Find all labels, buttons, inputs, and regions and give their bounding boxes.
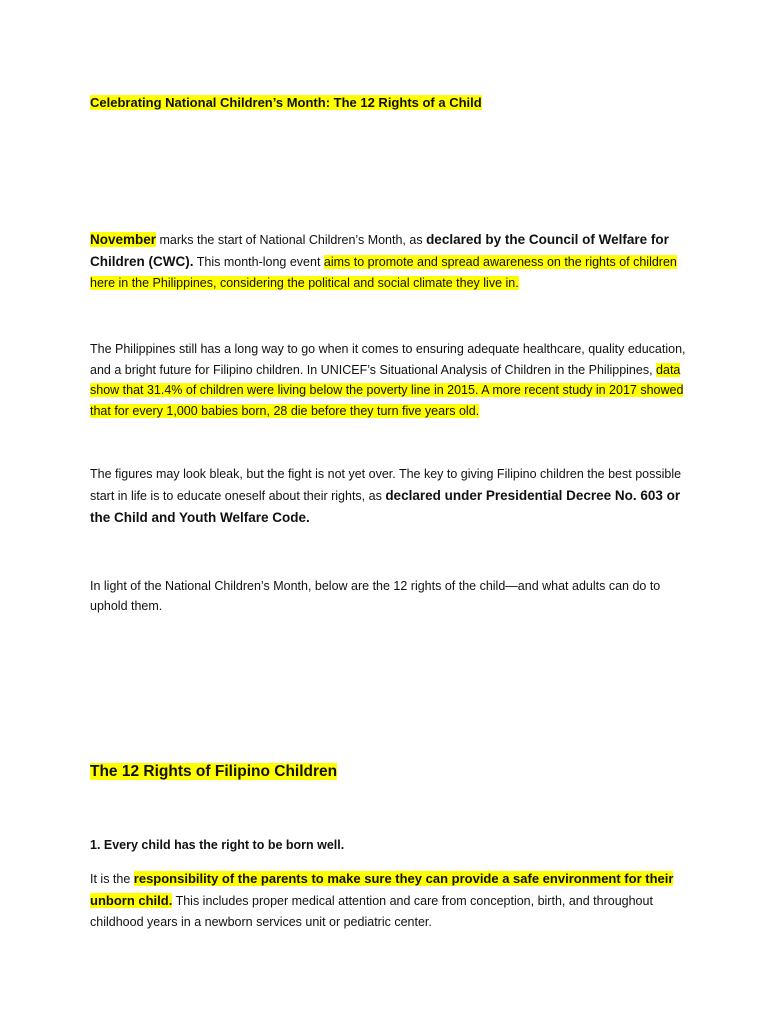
- document-title: [90, 94, 690, 112]
- section-heading-highlight: The 12 Rights of Filipino Children: [90, 763, 338, 780]
- paragraph-november: [90, 229, 690, 294]
- november-highlight: November: [90, 232, 157, 247]
- decree-bold-text: declared under Presidential Decree No. 603 or the Child and Youth Welfare Code.: [90, 488, 681, 525]
- responsibility-highlight: responsibility of the parents to make sure they can provide a safe environment for their unborn child.: [90, 871, 674, 908]
- right-1-paragraph: [90, 868, 690, 933]
- paragraph-text: The Philippines still has a long way to go when it comes to ensuring adequate healthcare, quality education, and a bright future for Filipino children. In UNICEF’s Situational Analysis of Children in the Philippines,: [90, 342, 686, 377]
- paragraph-text: marks the start of National Children’s Month, as: [156, 233, 427, 247]
- awareness-highlight: aims to promote and spread awareness on the rights of children here in the Philippines, considering the political and social climate they live in.: [90, 255, 677, 290]
- paragraph-intro-rights: In light of the National Children’s Month, below are the 12 rights of the child—and what adults can do to uphold them.: [90, 579, 661, 613]
- cwc-bold-text: declared by the Council of Welfare for Children (CWC).: [90, 232, 669, 269]
- paragraph-statistics: [90, 339, 690, 421]
- paragraph-decree: [90, 463, 690, 529]
- paragraph-text: This includes proper medical attention and care from conception, birth, and throughout childhood years in a newborn services unit or pediatric center.: [90, 894, 653, 929]
- right-1-heading: 1. Every child has the right to be born well.: [90, 838, 345, 852]
- statistics-highlight: data show that 31.4% of children were living below the poverty line in 2015. A more recent study in 2017 showed that for every 1,000 babies born, 28 die before they turn five years old.: [90, 362, 684, 418]
- paragraph-text: It is the: [90, 872, 134, 886]
- section-heading: [90, 761, 690, 783]
- paragraph-text: The figures may look bleak, but the fight is not yet over. The key to giving Filipino children the best possible start in life is to educate oneself about their rights, as: [90, 467, 682, 503]
- title-highlight: Celebrating National Children’s Month: The 12 Rights of a Child: [90, 95, 482, 110]
- paragraph-text: This month-long event: [193, 255, 324, 269]
